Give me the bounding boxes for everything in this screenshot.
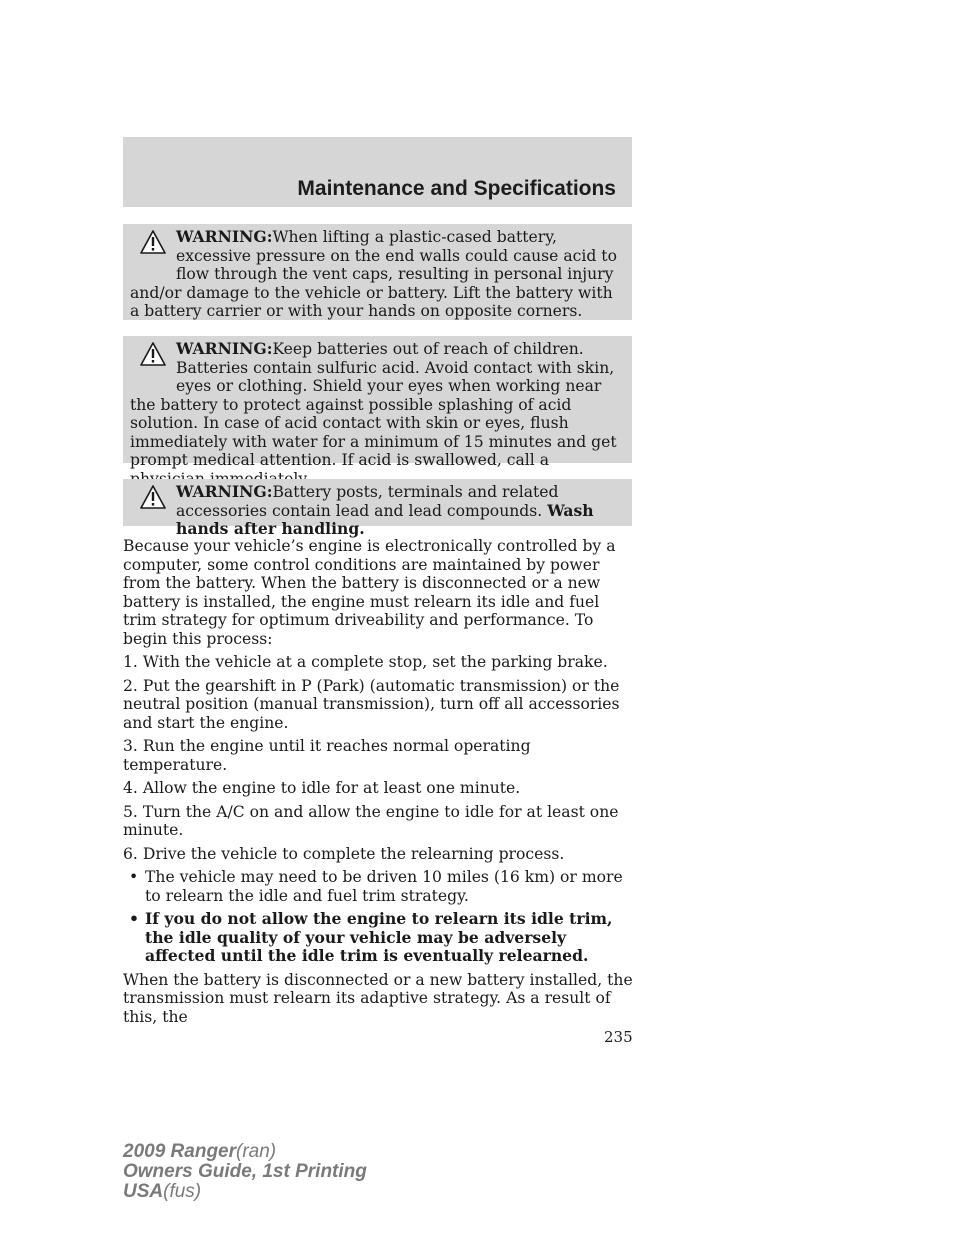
intro-paragraph: Because your vehicle’s engine is electronically controlled by a computer, some control conditions are maintained by power from the battery. When the battery is disconnected or a new battery is installed, the engine must relearn its idle and fuel trim strategy for optimum driveability and performance. To begin this process: [123,537,616,648]
bullet-item-bold [123,910,635,966]
step-3: 3. Run the engine until it reaches normal operating temperature. [123,737,531,774]
warning-triangle-icon [130,485,174,521]
page-number: 235 [604,1028,633,1046]
bullet-dot: • [129,909,139,928]
warning-text: Battery posts, terminals and related accessories contain lead and lead compounds. [176,483,559,520]
warning-triangle-icon [130,342,174,378]
footer-line-3: USA(fus) [123,1181,202,1202]
body-text [123,537,635,1026]
bullet-item [123,868,635,905]
step-5: 5. Turn the A/C on and allow the engine to idle for at least one minute. [123,802,619,839]
warning-box-children [123,336,632,469]
section-title: Maintenance and Specifications [297,177,616,200]
warning-box-lifting [123,224,632,320]
warning-label: WARNING: [176,482,273,501]
step-1: 1. With the vehicle at a complete stop, set the parking brake. [123,653,608,671]
footer-line-2: Owners Guide, 1st Printing [123,1161,367,1182]
footer-imprint [123,1142,367,1202]
step-4: 4. Allow the engine to idle for at least one minute. [123,779,521,797]
warning-label: WARNING: [176,339,273,358]
bullet-text: If you do not allow the engine to relearn its idle trim, the idle quality of your vehicle may be adversely affected until the idle trim is eventually relearned. [145,909,613,965]
warning-label: WARNING: [176,227,273,246]
warning-box-lead [123,479,632,538]
step-6: 6. Drive the vehicle to complete the relearning process. [123,844,565,863]
closing-paragraph: When the battery is disconnected or a new battery installed, the transmission must relearn its adaptive strategy. As a result of this, the [123,970,633,1026]
step-2: 2. Put the gearshift in P (Park) (automatic transmission) or the neutral position (manual transmission), turn off all accessories and start the engine. [123,676,620,732]
warning-triangle-icon [130,230,174,266]
bullet-dot: • [129,868,139,886]
section-header [123,137,632,207]
warning-text: Keep batteries out of reach of children. Batteries contain sulfuric acid. Avoid contact with skin, eyes or clothing. Shield your eyes when working near the battery to protect against possible splashing of acid solution. In case of acid contact with skin or eyes, flush immediately with water for a minimum of 15 minutes and get prompt medical attention. If acid is swallowed, call a [130,340,617,469]
warning-strong-text: Wash hands after handling. [176,500,594,538]
footer-line-1: 2009 Ranger(ran) [123,1141,277,1162]
bullet-text: The vehicle may need to be driven 10 miles (16 km) or more to relearn the idle and fuel trim strategy. [145,868,623,905]
warning-text: When lifting a plastic-cased battery, excessive pressure on the end walls could cause acid to flow through the vent caps, resulting in personal injury and/or damage to the vehicle or battery. Lift the battery with a battery carrier or with your hands on opposite corners. [130,228,617,320]
